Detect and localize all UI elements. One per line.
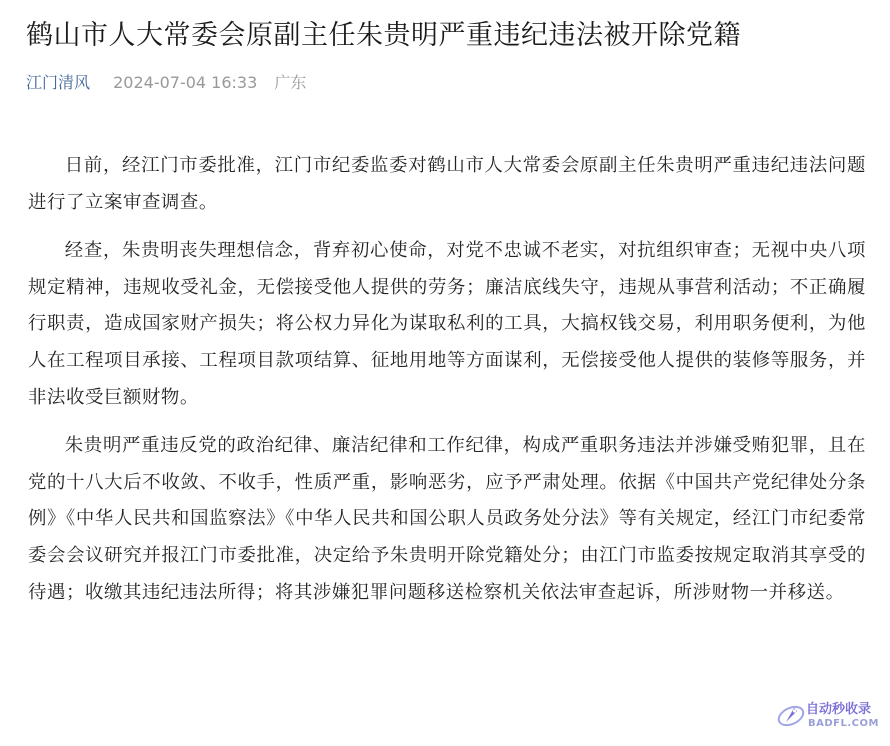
publish-date: 2024-07-04 16:33 — [113, 73, 258, 92]
source-link[interactable]: 江门清风 — [26, 73, 91, 92]
paragraph-2: 经查，朱贵明丧失理想信念，背弃初心使命，对党不忠诚不老实，对抗组织审查；无视中央八项规定精神，违规收受礼金，无偿接受他人提供的劳务；廉洁底线失守，违规从事营利活动；不正确履行职责，造成国家财产损失；将公权力异化为谋取私利的工具，大搞权钱交易，利用职务便利，为他人在工程项目承接、工程项目款项结算、征地用地等方面谋利，无偿接受他人提供的装修等服务，并非法收受巨额财物。 — [28, 240, 866, 408]
article-meta — [26, 70, 306, 96]
paragraph-3: 朱贵明严重违反党的政治纪律、廉洁纪律和工作纪律，构成严重职务违法并涉嫌受贿犯罪，且在党的十八大后不收敛、不收手，性质严重，影响恶劣，应予严肃处理。依据《中国共产党纪律处分条例》《中华人民共和国监察法》《中华人民共和国公职人员政务处分法》等有关规定，经江门市纪委常委会会议研究并报江门市委批准，决定给予朱贵明开除党籍处分；由江门市监委按规定取消其享受的待遇；收缴其违纪违法所得；将其涉嫌犯罪问题移送检察机关依法审查起诉，所涉财物一并移送。 — [28, 435, 866, 603]
publish-location: 广东 — [274, 73, 307, 92]
watermark — [776, 696, 879, 736]
rocket-logo-icon — [776, 700, 806, 730]
article-body — [28, 148, 866, 623]
watermark-text: 自动秒收录 — [806, 702, 872, 717]
article-title: 鹤山市人大常委会原副主任朱贵明严重违纪违法被开除党籍 — [26, 20, 741, 51]
paragraph-1: 日前，经江门市委批准，江门市纪委监委对鹤山市人大常委会原副主任朱贵明严重违纪违法问题进行了立案审查调查。 — [28, 155, 866, 213]
watermark-url: BADFL.COM — [808, 718, 879, 729]
